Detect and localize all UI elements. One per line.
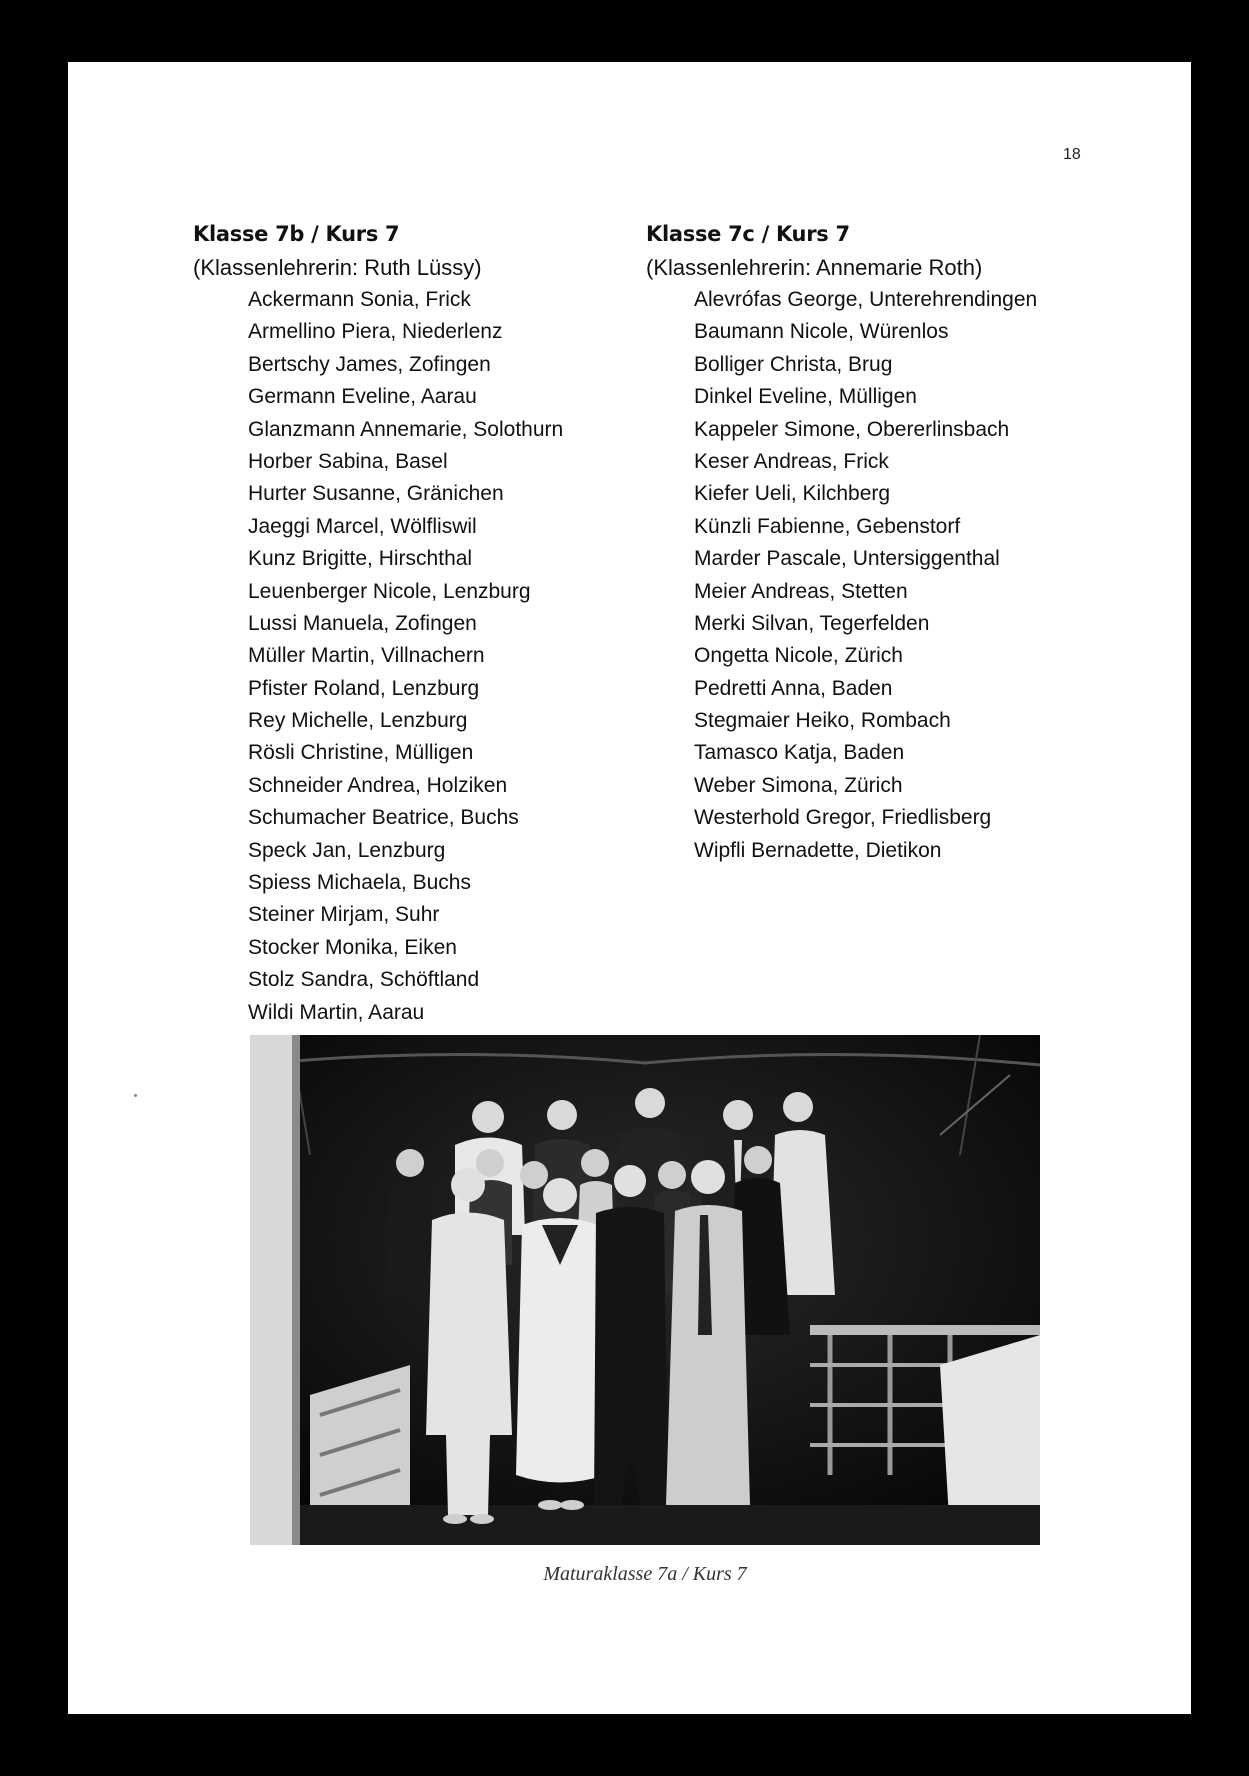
student-name: Rösli Christine, Mülligen [248,741,474,765]
student-name: Bertschy James, Zofingen [248,352,491,376]
student-name: Schneider Andrea, Holziken [248,773,508,797]
student-name: Speck Jan, Lenzburg [248,838,446,862]
student-name: Alevrófas George, Unterehrendingen [694,288,1038,311]
student-name: Stolz Sandra, Schöftland [248,968,480,992]
class-7b-heading: Klasse 7b / Kurs 7 [193,222,400,246]
student-name: Stocker Monika, Eiken [248,935,457,959]
student-name: Ongetta Nicole, Zürich [694,644,903,668]
student-name: Ackermann Sonia, Frick [248,288,471,311]
student-name: Tamasco Katja, Baden [694,741,905,765]
student-name: Pedretti Anna, Baden [694,676,893,700]
class-7b-student-list [193,284,563,1029]
student-name: Künzli Fabienne, Gebenstorf [694,514,961,538]
scan-speck [134,1094,137,1097]
student-name: Meier Andreas, Stetten [694,579,908,603]
student-name: Kiefer Ueli, Kilchberg [694,482,891,506]
photo-caption: Maturaklasse 7a / Kurs 7 [543,1563,747,1585]
student-name: Lussi Manuela, Zofingen [248,611,477,635]
student-name: Stegmaier Heiko, Rombach [694,709,951,733]
student-name: Marder Pascale, Untersiggenthal [694,547,1000,571]
class-7b-section [193,218,563,1029]
class-7c-teacher: (Klassenlehrerin: Annemarie Roth) [646,255,983,280]
class-7c-heading: Klasse 7c / Kurs 7 [646,222,850,246]
student-name: Wipfli Bernadette, Dietikon [694,838,942,862]
student-name: Glanzmann Annemarie, Solothurn [248,417,564,441]
student-name: Müller Martin, Villnachern [248,644,485,668]
class-7c-student-list [646,284,1037,867]
student-name: Hurter Susanne, Gränichen [248,482,504,506]
student-name: Armellino Piera, Niederlenz [248,320,503,344]
student-name: Kunz Brigitte, Hirschthal [248,547,473,571]
student-name: Wildi Martin, Aarau [248,1000,425,1024]
student-name: Jaeggi Marcel, Wölfliswil [248,514,477,538]
student-name: Weber Simona, Zürich [694,773,903,797]
student-name: Leuenberger Nicole, Lenzburg [248,579,531,603]
student-name: Rey Michelle, Lenzburg [248,709,468,733]
student-name: Germann Eveline, Aarau [248,385,477,409]
student-name: Steiner Mirjam, Suhr [248,903,440,927]
student-name: Schumacher Beatrice, Buchs [248,806,519,830]
student-name: Bolliger Christa, Brug [694,352,893,376]
student-name: Merki Silvan, Tegerfelden [694,611,930,635]
student-name: Keser Andreas, Frick [694,449,889,473]
class-group-photo [250,1035,1040,1545]
student-name: Dinkel Eveline, Mülligen [694,385,917,409]
page-number: 18 [1063,146,1081,163]
student-name: Spiess Michaela, Buchs [248,871,471,895]
class-7c-section [646,218,1037,867]
student-name: Kappeler Simone, Obererlinsbach [694,417,1010,441]
student-name: Westerhold Gregor, Friedlisberg [694,806,992,830]
student-name: Baumann Nicole, Würenlos [694,320,949,344]
class-7b-teacher: (Klassenlehrerin: Ruth Lüssy) [193,255,482,280]
student-name: Horber Sabina, Basel [248,449,448,473]
group-photo-illustration [250,1035,1040,1545]
student-name: Pfister Roland, Lenzburg [248,676,480,700]
